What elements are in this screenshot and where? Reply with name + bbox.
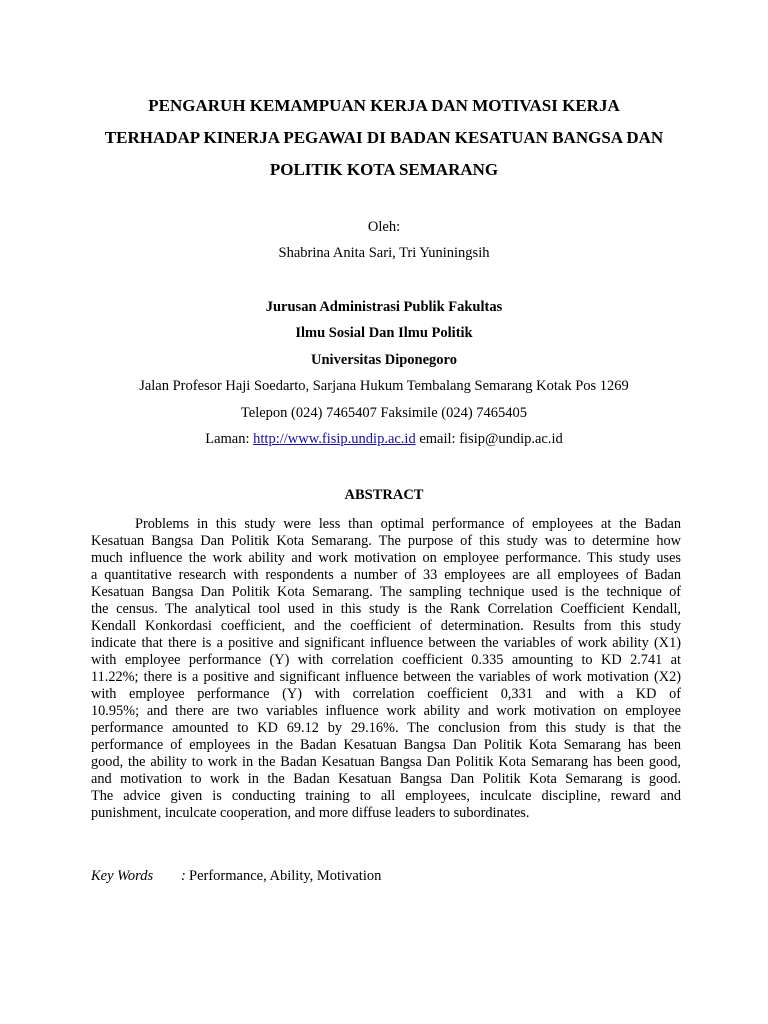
abstract-line: a quantitative research with respondents a number of 33 employees are all employees of Badan — [91, 567, 681, 583]
abstract-line: the census. The analytical tool used in this study is the Rank Correlation Coefficient Kendall, — [91, 601, 681, 617]
affiliation-phone: Telepon (024) 7465407 Faksimile (024) 7465405 — [240, 405, 528, 421]
abstract-line: 10.95%; and there are two variables influence work ability and work motivation on employee — [91, 703, 681, 719]
abstract-line: performance of employees in the Badan Kesatuan Bangsa Dan Politik Kota Semarang has been — [91, 737, 681, 753]
keywords-label: Key Words — [91, 868, 154, 884]
keywords — [91, 868, 382, 885]
abstract-line: Kendall Konkordasi coefficient, and the coefficient of determination. Results from this study — [91, 618, 681, 634]
abstract-line: Kesatuan Bangsa Dan Politik Kota Semarang. The sampling technique used is the technique of — [91, 584, 681, 600]
email-text: email: fisip@undip.ac.id — [415, 431, 563, 447]
title-line-2: TERHADAP KINERJA PEGAWAI DI BADAN KESATUAN BANGSA DAN — [104, 128, 664, 147]
byline-oleh: Oleh: — [367, 219, 401, 235]
abstract-line: Kesatuan Bangsa Dan Politik Kota Semarang. The purpose of this study was to determine how — [91, 533, 681, 549]
authors: Shabrina Anita Sari, Tri Yuniningsih — [278, 245, 490, 261]
affiliation-contact — [60, 431, 708, 448]
abstract-line: The advice given is conducting training to all employees, inculcate discipline, reward and — [91, 788, 681, 804]
title-line-3: POLITIK KOTA SEMARANG — [269, 160, 499, 179]
affiliation-faculty: Ilmu Sosial Dan Ilmu Politik — [295, 325, 473, 341]
abstract-line: with employee performance (Y) with correlation coefficient 0.335 amounting to KD 2.741 at — [91, 652, 681, 668]
abstract-line: and motivation to work in the Badan Kesatuan Bangsa Dan Politik Kota Semarang is good. — [91, 771, 681, 787]
paper-title — [60, 90, 708, 186]
keywords-value: Performance, Ability, Motivation — [189, 868, 382, 884]
abstract-body — [91, 516, 681, 822]
abstract-line: indicate that there is a positive and significant influence between the variables of work ability (X1) — [91, 635, 681, 651]
abstract-heading: ABSTRACT — [344, 487, 424, 503]
abstract-line: with employee performance (Y) with correlation coefficient 0,331 and with a KD of — [91, 686, 681, 702]
abstract-line: 11.22%; there is a positive and significant influence between the variables of work motivation (X2) — [91, 669, 681, 685]
keywords-colon: : — [181, 868, 186, 884]
title-line-1: PENGARUH KEMAMPUAN KERJA DAN MOTIVASI KERJA — [148, 96, 620, 115]
affiliation-address: Jalan Profesor Haji Soedarto, Sarjana Hukum Tembalang Semarang Kotak Pos 1269 — [139, 378, 629, 394]
affiliation-department: Jurusan Administrasi Publik Fakultas — [265, 299, 503, 315]
abstract-line: Problems in this study were less than optimal performance of employees at the Badan — [135, 516, 681, 532]
abstract-line: performance amounted to KD 69.12 by 29.16%. The conclusion from this study is that the — [91, 720, 681, 736]
abstract-line: punishment, inculcate cooperation, and more diffuse leaders to subordinates. — [91, 805, 530, 821]
abstract-line: much influence the work ability and work motivation on employee performance. This study uses — [91, 550, 681, 566]
web-label: Laman: — [205, 431, 254, 447]
abstract-line: good, the ability to work in the Badan Kesatuan Bangsa Dan Politik Kota Semarang has been good, — [91, 754, 681, 770]
affiliation-university: Universitas Diponegoro — [311, 352, 457, 368]
website-link[interactable]: http://www.fisip.undip.ac.id — [253, 431, 416, 447]
